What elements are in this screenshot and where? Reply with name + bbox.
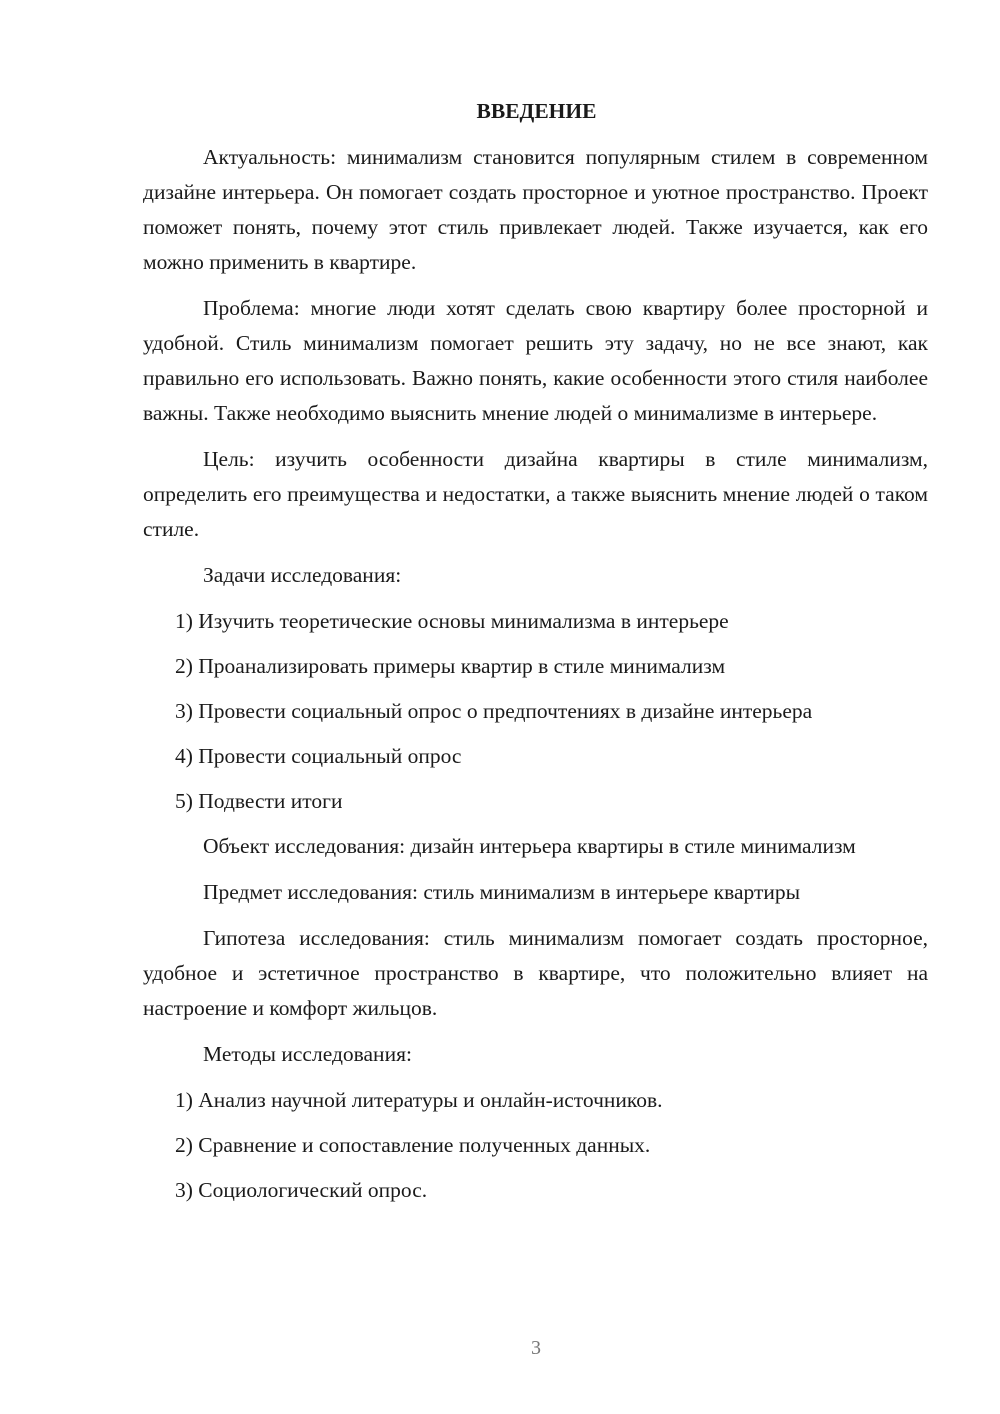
subject-paragraph: Предмет исследования: стиль минимализм в интерьере квартиры xyxy=(203,880,801,904)
method-item-3: 3) Социологический опрос. xyxy=(175,1178,428,1202)
page-content xyxy=(143,96,928,1218)
task-item-5: 5) Подвести итоги xyxy=(175,789,343,813)
task-item-2: 2) Проанализировать примеры квартир в стиле минимализм xyxy=(175,654,726,678)
task-item-3: 3) Провести социальный опрос о предпочтениях в дизайне интерьера xyxy=(175,699,813,723)
methods-heading: Методы исследования: xyxy=(203,1042,412,1066)
object-paragraph: Объект исследования: дизайн интерьера квартиры в стиле минимализм xyxy=(203,834,856,858)
page-number: 3 xyxy=(531,1337,541,1359)
method-item-2: 2) Сравнение и сопоставление полученных данных. xyxy=(175,1133,651,1157)
relevance-paragraph: Актуальность: минимализм становится популярным стилем в современном дизайне интерьера. Он помогает создать просторное и уютное пространство. Проект поможет понять, почему этот стиль привлекает людей. Также изучается, как его можно применить в квартире. xyxy=(143,145,928,274)
problem-paragraph: Проблема: многие люди хотят сделать свою квартиру более просторной и удобной. Стиль минимализм помогает решить эту задачу, но не все знают, как правильно его использовать. Важно понять, какие особенности этого стиля наиболее важны. Также необходимо выяснить мнение людей о минимализме в интерьере. xyxy=(143,296,928,425)
section-heading: ВВЕДЕНИЕ xyxy=(476,99,597,123)
task-item-1: 1) Изучить теоретические основы минимализма в интерьере xyxy=(175,609,729,633)
task-item-4: 4) Провести социальный опрос xyxy=(175,744,462,768)
goal-paragraph: Цель: изучить особенности дизайна квартиры в стиле минимализм, определить его преимущества и недостатки, а также выяснить мнение людей о таком стиле. xyxy=(143,447,928,541)
method-item-1: 1) Анализ научной литературы и онлайн-источников. xyxy=(175,1088,663,1112)
tasks-heading: Задачи исследования: xyxy=(203,563,402,587)
hypothesis-paragraph: Гипотеза исследования: стиль минимализм помогает создать просторное, удобное и эстетичное пространство в квартире, что положительно влияет на настроение и комфорт жильцов. xyxy=(143,926,928,1020)
